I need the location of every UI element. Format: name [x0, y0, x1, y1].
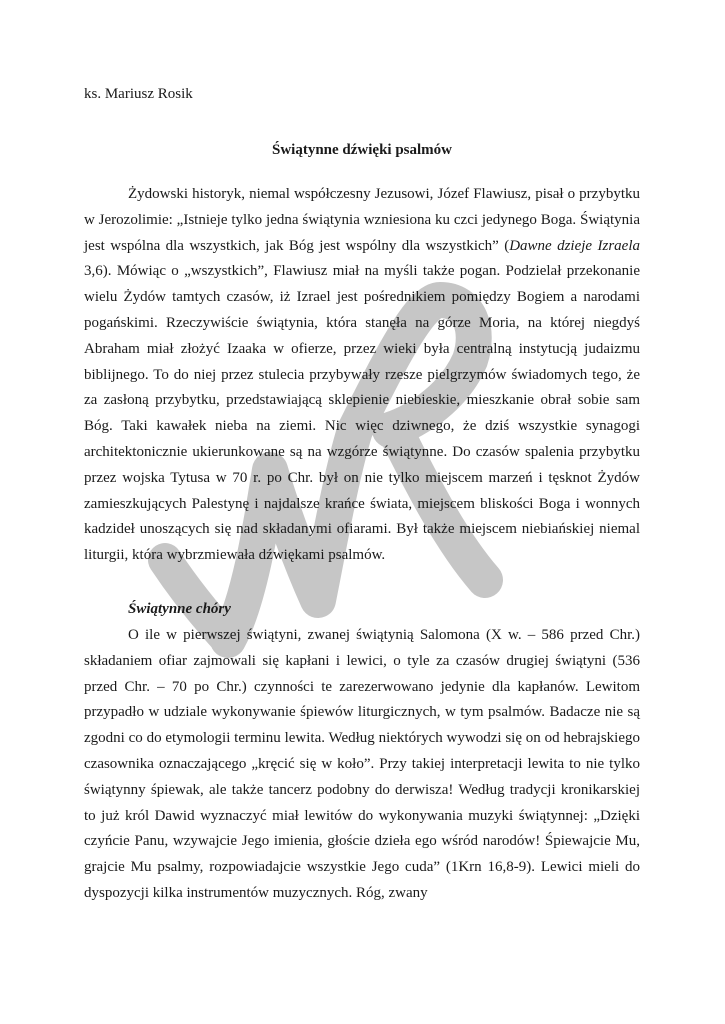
author-line: ks. Mariusz Rosik: [84, 86, 193, 102]
section-heading: Świątynne chóry: [128, 600, 231, 617]
paragraph-intro-text-start: Żydowski historyk, niemal współczesny Jezusowi, Józef Flawiusz, pisał o przybytku w Jerozolimie: „Istnieje tylko jedna świątynia wzniesiona ku czci jedynego Boga. Świątynia jest wspólna dla wszystkich, jak Bóg jest wspólny dla wszystkich” (: [84, 186, 640, 254]
paragraph-intro: [84, 182, 640, 569]
article-title: Świątynne dźwięki psalmów: [271, 142, 453, 158]
citation-book-title: Dawne dzieje Izraela: [509, 237, 640, 254]
paragraph-temple-choirs: O ile w pierwszej świątyni, zwanej świątynią Salomona (X w. – 586 przed Chr.) składaniem ofiar zajmowali się kapłani i lewici, o tyle za czasów drugiej świątyni (536 przed Chr. – 70 po Chr.) czynności te zarezerwowano jedynie dla kapłanów. Lewitom przypadło w udziale wykonywanie śpiewów liturgicznych, w tym psalmów. Badacze nie są zgodni co do etymologii terminu lewita. Według niektórych wywodzi się on od hebrajskiego czasownika oznaczającego „kręcić się w koło”. Przy takiej interpretacji lewita to nie tylko świątynny śpiewak, ale także tancerz podobny do derwisza! Według tradycji kronikarskiej to już król Dawid wyznaczyć miał lewitów do wykonywania muzyki świątynnej: „Dzięki czyńcie Panu, wzywajcie Jego imienia, głoście dzieła ego wśród narodów! Śpiewajcie Mu, grajcie Mu psalmy, rozpowiadajcie wszystkie Jego cuda” (1Krn 16,8-9). Lewici mieli do dyspozycji kilka instrumentów muzycznych. Róg, zwany: [84, 626, 640, 901]
document-page: [84, 82, 640, 907]
paragraph-intro-text-end: 3,6). Mówiąc o „wszystkich”, Flawiusz miał na myśli także pogan. Podzielał przekonanie wielu Żydów tamtych czasów, iż Izrael jest pośrednikiem pomiędzy Bogiem a narodami pogańskimi. Rzeczywiście świątynia, która stanęła na górze Moria, na której niegdyś Abraham miał złożyć Izaaka w ofierze, przez wieki była centralną instytucją judaizmu biblijnego. To do niej przez stulecia przybywały rzesze pielgrzymów świadomych tego, że za zasłoną przybytku, przedstawiającą sklepienie niebieskie, mieszkanie obrał sobie sam Bóg. Taki kawałek nieba na ziemi. Nic więc dziwnego, że dziś wszystkie synagogi architektonicznie ukierunkowane są na wzgórze świątynne. Do czasów spalenia przybytku przez wojska Tytusa w 70 r. po Chr. był on nie tylko miejscem marzeń i tęsknot Żydów zamieszkujących Palestynę i najdalsze krańce świata, miejscem bliskości Boga i wonnych kadzideł unoszących się nad składanymi ofiarami. Był także miejscem niebiańskiej niemal liturgii, która wybrzmiewała dźwiękami psalmów.: [84, 263, 640, 564]
